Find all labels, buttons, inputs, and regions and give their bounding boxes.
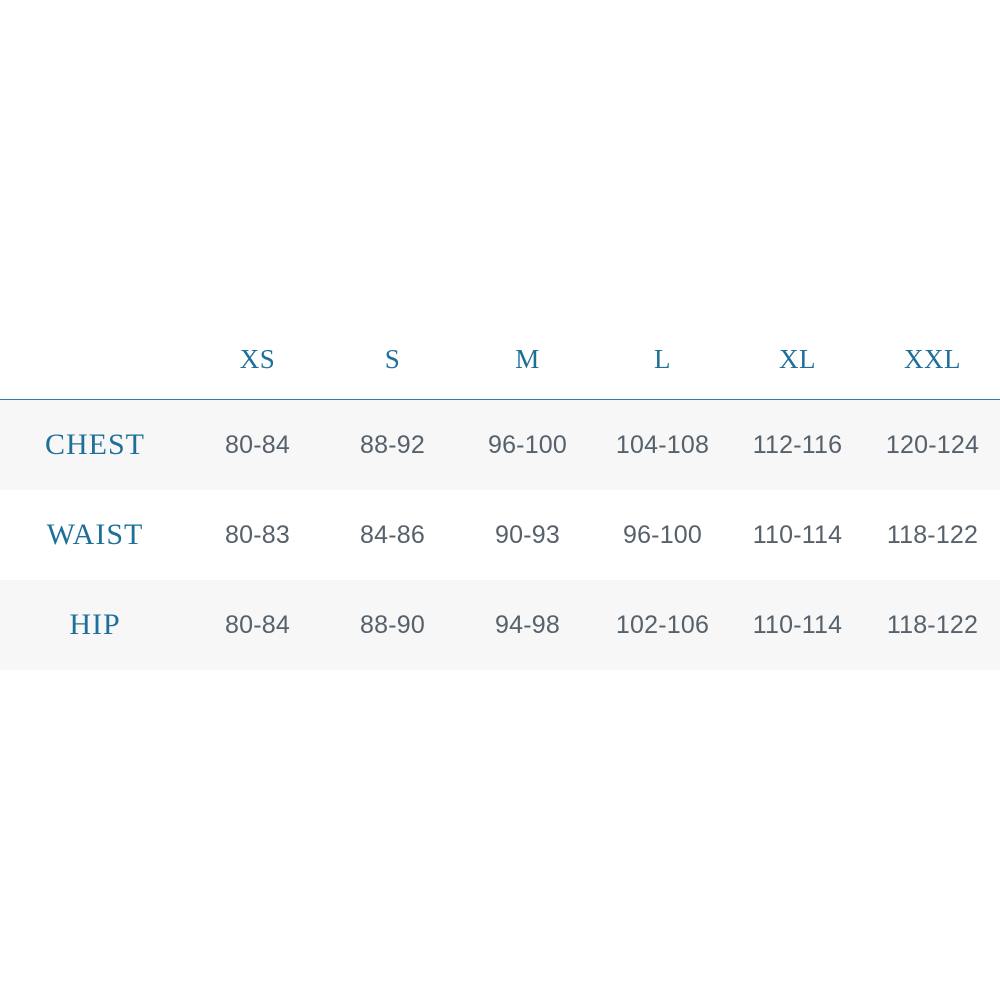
cell-chest-m: 96-100 — [487, 430, 568, 459]
cell-hip-s: 88-90 — [360, 610, 425, 639]
column-header-s: S — [384, 343, 401, 374]
cell-waist-l: 96-100 — [622, 520, 703, 549]
column-header-l: L — [654, 343, 671, 374]
cell-waist-m: 90-93 — [495, 520, 560, 549]
column-header-xl: XL — [779, 343, 816, 374]
column-header-m: M — [515, 343, 540, 374]
cell-hip-xxl: 118-122 — [886, 610, 979, 639]
table-corner-cell — [0, 320, 190, 398]
table-row — [0, 580, 1000, 670]
cell-waist-xs: 80-83 — [225, 520, 290, 549]
cell-waist-xxl: 118-122 — [886, 520, 979, 549]
row-label-waist: WAIST — [46, 518, 144, 551]
cell-hip-m: 94-98 — [495, 610, 560, 639]
size-chart-table — [0, 320, 1000, 670]
row-label-chest: CHEST — [44, 428, 145, 461]
cell-waist-xl: 110-114 — [752, 520, 843, 549]
cell-chest-xxl: 120-124 — [885, 430, 980, 459]
cell-waist-s: 84-86 — [360, 520, 425, 549]
cell-hip-l: 102-106 — [615, 610, 710, 639]
cell-chest-xs: 80-84 — [225, 430, 290, 459]
cell-hip-xl: 110-114 — [752, 610, 843, 639]
table-row — [0, 490, 1000, 580]
table-header-row — [0, 320, 1000, 398]
table-header — [0, 320, 1000, 400]
row-label-hip: HIP — [69, 608, 121, 641]
cell-chest-l: 104-108 — [615, 430, 710, 459]
cell-hip-xs: 80-84 — [225, 610, 290, 639]
cell-chest-xl: 112-116 — [752, 430, 843, 459]
column-header-xs: XS — [239, 343, 276, 374]
cell-chest-s: 88-92 — [360, 430, 425, 459]
column-header-xxl: XXL — [904, 343, 961, 374]
table-row — [0, 400, 1000, 490]
table-body — [0, 400, 1000, 670]
